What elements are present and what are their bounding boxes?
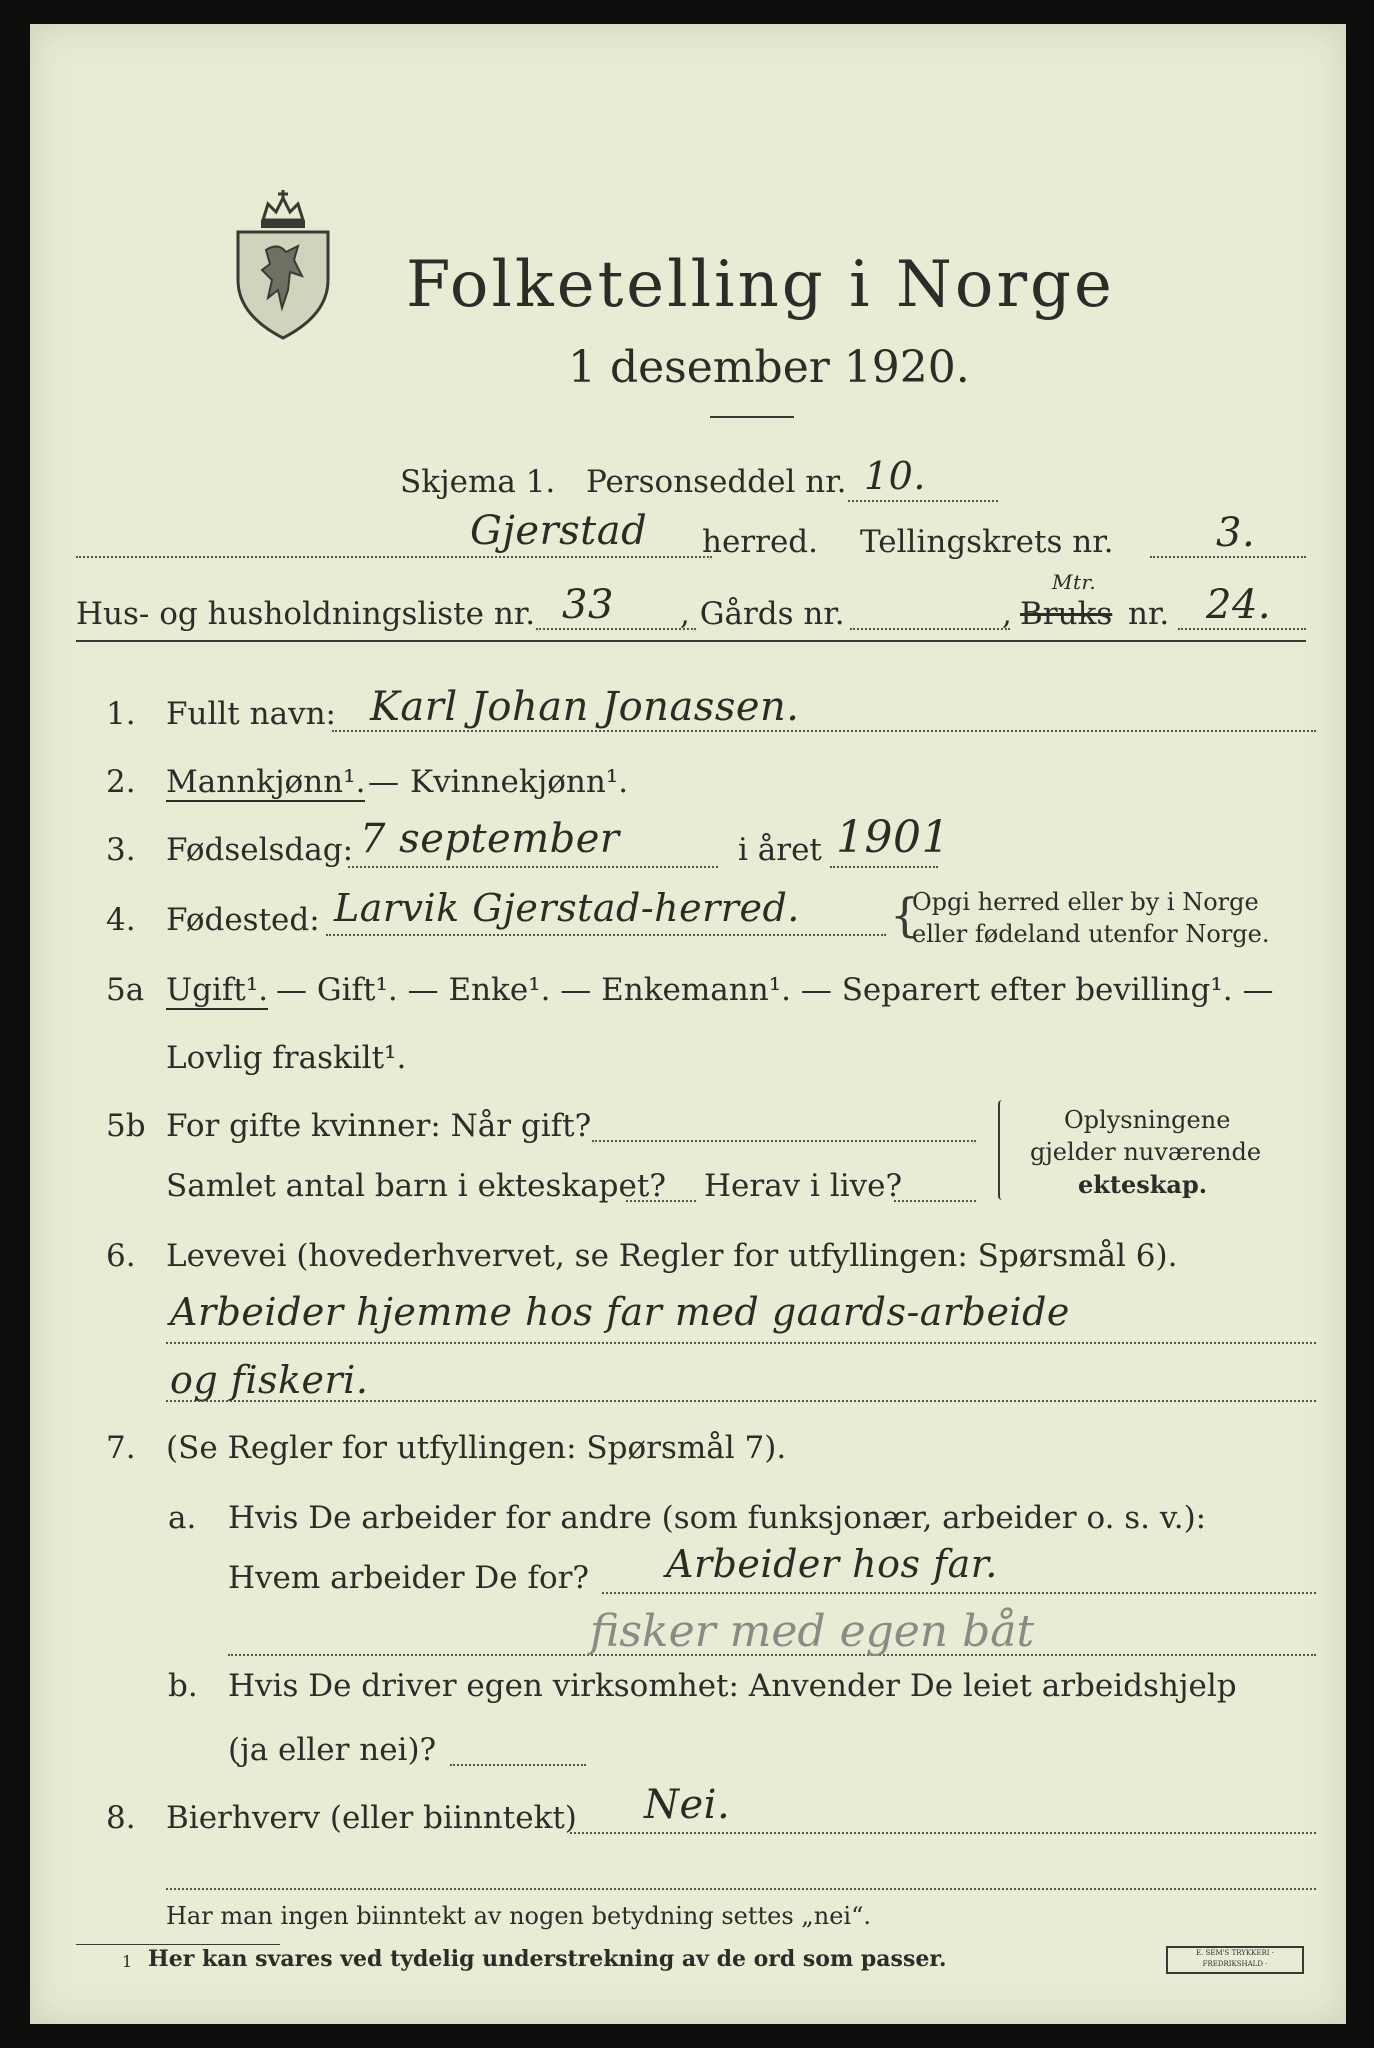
q5a-number: 5a [106,972,145,1008]
q8-side-income: Nei. [644,1782,731,1828]
schema-label: Skjema 1. [400,464,556,500]
q5a-other-options: — Gift¹. — Enke¹. — Enkemann¹. — Separert efter bevilling¹. — [276,972,1274,1008]
q8-number: 8. [106,1800,136,1836]
q5b-note-line3: ekteskap. [1078,1170,1208,1199]
q4-number: 4. [106,902,136,938]
q5a-divorced-option: Lovlig fraskilt¹. [166,1040,407,1076]
q6-occupation-line1: Arbeider hjemme hos far med gaards-arbeide [170,1290,1070,1334]
q7a-letter: a. [168,1500,197,1536]
q7b-letter: b. [168,1668,198,1704]
q4-birthplace: Larvik Gjerstad-herred. [334,886,800,930]
q4-note-brace: { [890,888,920,942]
q7-number: 7. [106,1430,136,1466]
norwegian-coat-of-arms-icon [228,190,338,340]
q3-birth-year: 1901 [836,812,950,863]
q5b-when-married: For gifte kvinner: Når gift? [166,1108,592,1144]
herred-value: Gjerstad [470,508,648,554]
q4-label: Fødested: [166,902,320,938]
footnote-text: Her kan svares ved tydelig understrekning av de ord som passer. [148,1946,947,1972]
tellingskrets-value: 3. [1216,510,1256,556]
q3-number: 3. [106,832,136,868]
q5a-unmarried-option-selected: Ugift¹. [166,972,269,1008]
q2-male-option-selected: Mannkjønn¹. [166,764,366,800]
q5b-number: 5b [106,1108,146,1144]
q6-occupation-line2: og fiskeri. [170,1358,369,1402]
q7a-employer: Arbeider hos far. [666,1542,998,1586]
census-date: 1 desember 1920. [568,342,970,393]
q3-year-label: i året [738,832,822,868]
q1-full-name: Karl Johan Jonassen. [370,684,800,730]
bruks-struck-label: Bruks [1020,596,1113,632]
bruks-insert: Mtr. [1052,570,1097,594]
footer-note: Har man ingen biinntekt av nogen betydning settes „nei“. [166,1902,871,1930]
title-divider [710,416,794,418]
q2-separator: — [368,764,399,800]
census-form-page [30,24,1346,2024]
herred-label: herred. [702,524,818,560]
personseddel-label: Personseddel nr. [586,464,847,500]
q3-birthday: 7 september [360,816,620,862]
q5b-note-line1: Oplysningene [1064,1106,1231,1134]
q7-label: (Se Regler for utfyllingen: Spørsmål 7). [166,1430,787,1466]
q5b-children-total: Samlet antal barn i ekteskapet? [166,1168,666,1204]
form-title: Folketelling i Norge [406,248,1115,322]
footnote-mark: 1 [122,1952,133,1971]
printer-stamp: E. SEM'S TRYKKERI · FREDRIKSHALD · [1166,1946,1304,1974]
bruks-value: 24. [1206,582,1272,628]
q5b-children-alive: Herav i live? [704,1168,903,1204]
q4-note-line1: Opgi herred eller by i Norge [912,888,1259,916]
q5b-note-line2: gjelder nuværende [1030,1138,1262,1166]
bruks-prefix: , [1002,596,1012,632]
bruks-suffix: nr. [1128,596,1170,632]
q7b-line2: (ja eller nei)? [228,1732,437,1768]
q5b-note-bracket [998,1100,1006,1200]
q6-label: Levevei (hovederhvervet, se Regler for utfyllingen: Spørsmål 6). [166,1238,1178,1274]
q2-female-option: Kvinnekjønn¹. [410,764,629,800]
q7a-line2: Hvem arbeider De for? [228,1560,590,1596]
personseddel-value: 10. [864,454,926,498]
q7b-line1: Hvis De driver egen virksomhet: Anvender De leiet arbeidshjelp [228,1668,1237,1704]
q1-number: 1. [106,696,136,732]
footnote-divider [76,1944,280,1945]
hus-label: Hus- og husholdningsliste nr. [76,596,536,632]
q7a-line1: Hvis De arbeider for andre (som funksjonær, arbeider o. s. v.): [228,1500,1207,1536]
q4-note-line2: eller fødeland utenfor Norge. [912,920,1270,948]
q7a-pencil-annotation: fisker med egen båt [590,1606,1035,1657]
q2-number: 2. [106,764,136,800]
gards-label: , Gårds nr. [680,596,845,632]
hus-value: 33 [562,582,614,628]
tellingskrets-label: Tellingskrets nr. [860,524,1114,560]
q6-number: 6. [106,1238,136,1274]
header-divider [76,640,1306,642]
q8-label: Bierhverv (eller biinntekt) [166,1800,577,1836]
q3-label: Fødselsdag: [166,832,354,868]
q1-label: Fullt navn: [166,696,336,732]
